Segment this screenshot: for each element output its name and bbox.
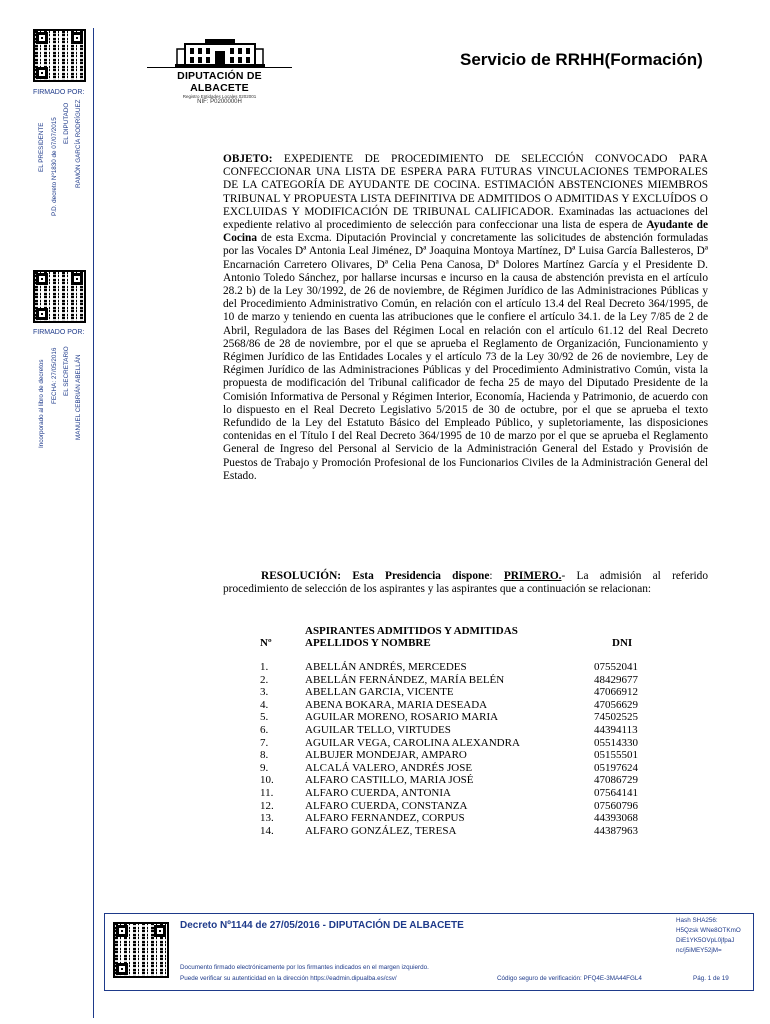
table-row (260, 787, 660, 800)
applicant-name: ALBUJER MONDEJAR, AMPARO (305, 749, 467, 762)
decree-title: Decreto Nº1144 de 27/05/2016 - DIPUTACIÓN DE ALBACETE (180, 920, 464, 931)
table-row (260, 724, 660, 737)
hash-line-3: DiE1YK5OVpL0jfpaJ (676, 937, 735, 944)
row-number: 9. (260, 761, 269, 774)
applicant-dni: 44393068 (594, 812, 638, 825)
signer-2-line-4: MANUEL CEBRIÁN ABELLÁN (75, 354, 82, 440)
signer-1-line-4: RAMÓN GARCÍA RODRÍGUEZ (75, 99, 82, 188)
signer-1-line-2: P.D. decreto Nº1830 de 07/07/2015 (51, 117, 58, 216)
applicant-dni: 47086729 (594, 774, 638, 787)
resolucion-text: - La admisión al referido procedimiento de selección de los aspirantes y las aspirantes que a continuación se relacionan: (223, 570, 708, 596)
signer-2-line-2: FECHA: 27/05/2016 (51, 347, 58, 404)
resolucion-paragraph (223, 570, 708, 596)
row-number: 5. (260, 711, 269, 724)
applicant-name: ABELLAN GARCIA, VICENTE (305, 686, 454, 699)
applicant-name: ABENA BOKARA, MARIA DESEADA (305, 698, 488, 711)
applicant-dni: 44394113 (594, 724, 638, 736)
table-row (260, 699, 660, 712)
service-title: Servicio de RRHH(Formación) (460, 50, 703, 69)
table-row (260, 674, 660, 687)
applicant-name: ALFARO CUERDA, ANTONIA (305, 787, 451, 799)
table-row (260, 661, 660, 674)
objeto-text-2: de esta Excma. Diputación Provincial y concretamente las solicitudes de abstención formuladas por las Vocales Dª Antonia Leal Jiménez, Dª Joaquina Montoya Martínez, Dª Luisa García Ballesteros, Dª Encarnación Carretero Olivares, Dª Celia Pena Canosa, Dª Dolores Martínez García y el Presidente D. Antonio Toledo Sánchez, por hallarse incursas e incurso en la causa de abstención prevista en el artículo 28.2 b) de la Ley 30/1992, de 26 de noviembre, de Régimen Jurídico de las Administraciones Públicas y del Procedimiento Administrativo Común, en relación con el artículo 13.4 del Real Decreto 364/1995, de 10 de marzo y teniendo en cuenta las atribuciones que le confiere el artículo 34.1. de la Ley 7/85 de 2 de Abril, Reguladora de las Bases del Régimen Local en relación con el artículo 61.12 del Real Decreto 2568/86 de 28 de noviembre, por el que se aprueba el Reglamento de Organización, Funcionamiento y Régimen Jurídico de las Entidades Locales y el artículo 73 de la Ley 30/92 de 26 de noviembre, Ley de Régimen Jurídico de las Administraciones Públicas y del Procedimiento Administrativo Común, vista la propuesta de modificación del Tribunal calificador de fecha 25 de mayo del Diputado Presidente de la Comisión Informativa de Personal y Régimen Interior, Economía, Hacienda y Patrimonio, de acuerdo con lo dispuesto en el Real Decreto Legislativo 5/2015 de 30 de octubre, por el que se aprueba el texto Refundido de la Ley del Estatuto Básico del Empleado Público, y supletoriamente, las disposiciones contenidas en el Título I del Real Decreto 364/1995 de 10 de marzo por el que se aprueba el Reglamento General de Ingreso del Personal al Servicio de la Administración General del Estado y Provisión de Puestos de Trabajo y Promoción Profesional de los Funcionarios Civiles de la Administración General del Estado. (223, 232, 708, 482)
objeto-text-1: Examinadas las actuaciones del expediente relativo al procedimiento de selección para confeccionar una lista de espera de (223, 205, 708, 232)
hash-line-1: Hash SHA256: (676, 917, 718, 924)
row-number: 1. (260, 661, 269, 673)
row-number: 6. (260, 724, 269, 736)
applicant-name: ABELLÁN ANDRÉS, MERCEDES (305, 661, 467, 673)
table-row (260, 711, 660, 724)
org-nif: NIF: P0200000H (197, 99, 242, 105)
applicant-dni: 05155501 (594, 749, 638, 762)
verification-note: Puede verificar su autenticidad en la dirección https://eadmin.dipualba.es/csv/ (180, 975, 397, 982)
verification-qr-code (113, 922, 169, 978)
applicant-name: AGUILAR TELLO, VIRTUDES (305, 724, 451, 736)
resolucion-colon: : (489, 570, 504, 582)
objeto-paragraph (223, 153, 708, 483)
col-header-name-line-1: ASPIRANTES ADMITIDOS Y ADMITIDAS (305, 625, 518, 637)
applicant-dni: 05197624 (594, 761, 638, 774)
objeto-category: Ayudante de Cocina (223, 219, 708, 245)
signer-1-line-3: EL DIPUTADO (63, 102, 70, 144)
table-row (260, 800, 660, 813)
applicant-name: ALFARO CASTILLO, MARIA JOSÉ (305, 774, 474, 787)
org-registry: Registro Entidades Locales 0202001 (182, 94, 257, 99)
primero-label: PRIMERO. (503, 570, 562, 582)
row-number: 13. (260, 812, 274, 825)
margin-divider (93, 28, 94, 1018)
table-row (260, 737, 660, 750)
row-number: 12. (260, 799, 274, 812)
objeto-heading: EXPEDIENTE DE PROCEDIMIENTO DE SELECCIÓN CONVOCADO PARA CONFECCIONAR UNA LISTA DE ESPERA PARA FUTURAS VINCULACIONES TEMPORALES DE LA CATEGORÍA DE AYUDANTE DE COCINA. ESTIMACIÓN ABSTENCIONES MIEMBROS TRIBUNAL Y PROPUESTA LISTA DEFINITIVA DE ADMITIDOS O ADMITIDAS Y EXCLUÍDOS O EXCLUIDAS Y MODIFICACIÓN DE TRIBUNAL CALIFICADOR. (223, 153, 708, 218)
hash-line-2: H5Qzsk WNe8OTKmO (676, 927, 741, 934)
table-row (260, 812, 660, 825)
table-row (260, 749, 660, 762)
row-number: 3. (260, 686, 269, 699)
signature-qr-code-2 (33, 270, 86, 323)
applicant-dni: 74502525 (594, 711, 638, 724)
table-row (260, 825, 660, 838)
row-number: 2. (260, 673, 269, 686)
firmado-por-label-1: FIRMADO POR: (33, 89, 85, 96)
hash-line-4: nc/j5iMEY52jM= (676, 947, 722, 954)
col-header-name-line-2: APELLIDOS Y NOMBRE (305, 637, 431, 649)
signer-2-line-3: EL SECRETARIO (63, 346, 70, 396)
signature-note: Documento firmado electrónicamente por los firmantes indicados en el margen izquierdo. (180, 964, 429, 971)
applicant-name: ALFARO FERNANDEZ, CORPUS (305, 812, 465, 825)
row-number: 8. (260, 749, 269, 762)
row-number: 11. (260, 787, 274, 799)
org-name: DIPUTACIÓN DE ALBACETE (147, 67, 292, 94)
applicant-name: AGUILAR MORENO, ROSARIO MARIA (305, 711, 499, 724)
signer-1-line-1: EL PRESIDENTE (38, 122, 45, 172)
col-header-number: Nº (260, 637, 272, 649)
verification-code: Código seguro de verificación: PFQ4E-3MA44FGL4 (497, 975, 642, 982)
row-number: 14. (260, 824, 274, 837)
applicant-dni: 07564141 (594, 787, 638, 799)
applicant-dni: 47056629 (594, 698, 638, 711)
col-header-dni: DNI (612, 637, 633, 649)
applicant-name: ABELLÁN FERNÁNDEZ, MARÍA BELÉN (305, 673, 505, 686)
applicant-dni: 07552041 (594, 661, 638, 673)
applicant-dni: 47066912 (594, 686, 638, 699)
firmado-por-label-2: FIRMADO POR: (33, 329, 85, 336)
objeto-label: OBJETO: (223, 153, 273, 165)
row-number: 10. (260, 774, 274, 787)
applicant-name: ALFARO GONZÁLEZ, TERESA (305, 824, 457, 837)
applicant-dni: 07560796 (594, 799, 638, 812)
page-number: Pág. 1 de 19 (693, 975, 729, 982)
applicant-dni: 44387963 (594, 824, 638, 837)
applicant-name: AGUILAR VEGA, CAROLINA ALEXANDRA (305, 736, 520, 749)
applicant-name: ALFARO CUERDA, CONSTANZA (305, 799, 468, 812)
palace-building-icon (175, 37, 265, 67)
row-number: 4. (260, 698, 269, 711)
applicant-name: ALCALÁ VALERO, ANDRÉS JOSE (305, 761, 473, 774)
row-number: 7. (260, 736, 269, 749)
table-row (260, 686, 660, 699)
table-row (260, 762, 660, 775)
applicant-dni: 48429677 (594, 673, 638, 686)
signature-qr-code-1 (33, 29, 86, 82)
signer-2-line-1: Incorporado al libro de decretos (38, 359, 45, 448)
table-row (260, 774, 660, 787)
applicant-dni: 05514330 (594, 736, 638, 749)
diputacion-logo (147, 37, 292, 105)
resolucion-label: RESOLUCIÓN: Esta Presidencia dispone (261, 570, 490, 582)
